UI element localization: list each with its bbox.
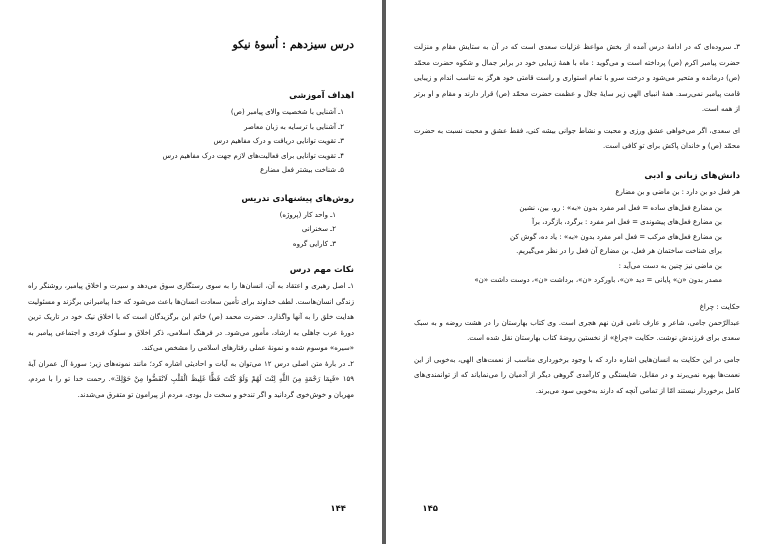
list-item: بن مضارع فعل‌های مرکب = فعل امر مفرد بدون «به» : یاد ده، گوش کن bbox=[510, 232, 722, 241]
paragraph: ۳ـ سروده‌ای که در ادامهٔ درس آمده از بخش مواعظ غزلیات سعدی است که در آن به ستایش مقام و منزلت حضرت پیامبر اکرم (ص) پرداخته است و می‌گوید : ماه با همهٔ زیبایی خود در برابر جمال و شکوه حضرت محمّد (ص) درمانده و متحیر می‌شود و درخت سرو با تمام استواری و راست قامتی خود هرگز به تناسب اندام و زیبایی قامت پیامبر نمی‌رسد. همهٔ انبیای الهی زیر سایهٔ جلال و عظمت حضرت محمّد (ص) قرار دارند و مقام و او برتر از همه است. bbox=[414, 43, 740, 113]
list-item: ۳ـ کارایی گروه bbox=[292, 239, 336, 248]
list-item: ۱ـ واحد کار (پروژه) bbox=[279, 210, 336, 219]
knowledge-list bbox=[414, 201, 740, 288]
list-item: ۲ـ سخنرانی bbox=[301, 225, 336, 233]
list-item: ۱ـ آشنایی با شخصیت والای پیامبر (ص) bbox=[230, 108, 344, 116]
paragraph: ۱ـ اصل رهبری و اعتقاد به آن، انسان‌ها را به سوی رستگاری سوق می‌دهد و سیرت و اخلاق پیامبر، روشنگر راه زندگی انسان‌هاست. لطف خداوند برای تأمین سعادت انسان‌ها باعث می‌شود که خدا پیامبرانی برگزند و مسئولیت هدایت خلق را به آنها واگذارد. حضرت محمد (ص) خاتم این برگزیدگان است که با اخلاق نیک خود در تاریک ترین دورهٔ عرب جاهلی به ارشاد، مأمور می‌شود. در فرهنگ اسلامی، ذکر اخلاق و سلوک فردی و اجتماعی پیامبر به «سیره» موسوم شده و نمونهٔ عملی رفتارهای اسلامی را مشخص می‌کند. bbox=[28, 282, 354, 352]
list-item: بن ماضی نیز چنین به دست می‌آید : bbox=[618, 261, 722, 270]
right-page bbox=[386, 0, 768, 544]
left-page bbox=[0, 0, 382, 544]
paragraph: جامی در این حکایت به انسان‌هایی اشاره دارد که با وجود برخورداری مناسب از نعمت‌های الهی، به‌خوبی از این نعمت‌ها بهره نمی‌برند و در مقابل، شایستگی و کارآمدی گروهی دیگر از آدمیان را می‌نمایاند که از توانمندی‌های کامل برخوردار نیستند امّا از تمامی آنچه که دارند به‌خوبی سود می‌برند. bbox=[414, 355, 740, 395]
list-item: مصدر بدون «ن» پایانی = دید «ن»، باورکرد «ن»، برداشت «ن»، دوست داشت «ن» bbox=[474, 276, 722, 284]
paragraph: عبدالرّحمن جامی، شاعر و عارف نامی قرن نهم هجری است. وی کتاب بهارستان را در هشت روضه و به سبک سعدی برای فرزندش نوشت. حکایت «چراغ» از نخستین روضهٔ کتاب بهارستان نقل شده است. bbox=[414, 318, 740, 342]
paragraph: ای سعدی، اگر می‌خواهی عشق ورزی و محبت و نشاط جوانی بیشه کنی، فقط عشق و محبت نسبت به حضرت محمّد (ص) و خاندان پاکش برای تو کافی است. bbox=[414, 126, 740, 150]
methods-list bbox=[28, 208, 354, 252]
list-item: بن مضارع فعل‌های پیشوندی = فعل امر مفرد : برگرد، بازگرد، برآ bbox=[532, 218, 722, 226]
methods-heading: روش‌های پیشنهادی تدریس bbox=[241, 193, 354, 204]
list-item: برای شناخت ساختمان هر فعل، بن مضارع آن فعل را در نظر می‌گیریم. bbox=[516, 247, 722, 255]
knowledge-heading: دانش‌های زبانی و ادبی bbox=[644, 170, 740, 181]
story-heading: حکایت : چراغ bbox=[699, 302, 740, 311]
points-heading: نکات مهم درس bbox=[289, 265, 354, 275]
list-item: ۲ـ آشنایی با ترسایه به زبان معاصر bbox=[244, 122, 344, 131]
knowledge-intro: هر فعل دو بن دارد : بن ماضی و بن مضارع bbox=[615, 187, 740, 196]
lesson-title: درس سیزدهم : اُسوهٔ نیکو bbox=[232, 38, 354, 51]
list-item: ۳ـ تقویت توانایی دریافت و درک مفاهیم درس bbox=[213, 137, 344, 145]
page-number: ۱۴۵ bbox=[422, 504, 438, 514]
list-item: ۴ـ تقویت توانایی برای فعالیت‌های لازم جهت درک مفاهیم درس bbox=[162, 151, 344, 160]
objectives-heading: اهداف آموزشی bbox=[289, 91, 354, 101]
paragraph: ۲ـ در بارهٔ متن اصلی درس ۱۲ می‌توان به آیات و احادیثی اشاره کرد؛ مانند نمونه‌های زیر: سورهٔ آل عمران آیهٔ ۱۵۹ «فَبِمَا رَحْمَةٍ مِنَ اللَّهِ لِنْتَ لَهُمْ وَلَوْ كُنْتَ فَظًّا غَلِيظَ الْقَلْبِ لَانْفَضُّوا مِنْ حَوْلِكَ». رحمت خدا تو را با مردم، مهربان و خوش‌خوی گردانید و اگر تندخو و سخت دل بودی، مردم از پیرامون تو متفرق می‌شدند. bbox=[28, 359, 354, 399]
objectives-list bbox=[28, 105, 354, 178]
list-item: بن مضارع فعل‌های ساده = فعل امر مفرد بدون «به» : رو، بین، نشین bbox=[519, 203, 722, 212]
page-number: ۱۴۴ bbox=[330, 504, 346, 514]
list-item: ۵ـ شناخت بیشتر فعل مضارع bbox=[260, 166, 344, 174]
